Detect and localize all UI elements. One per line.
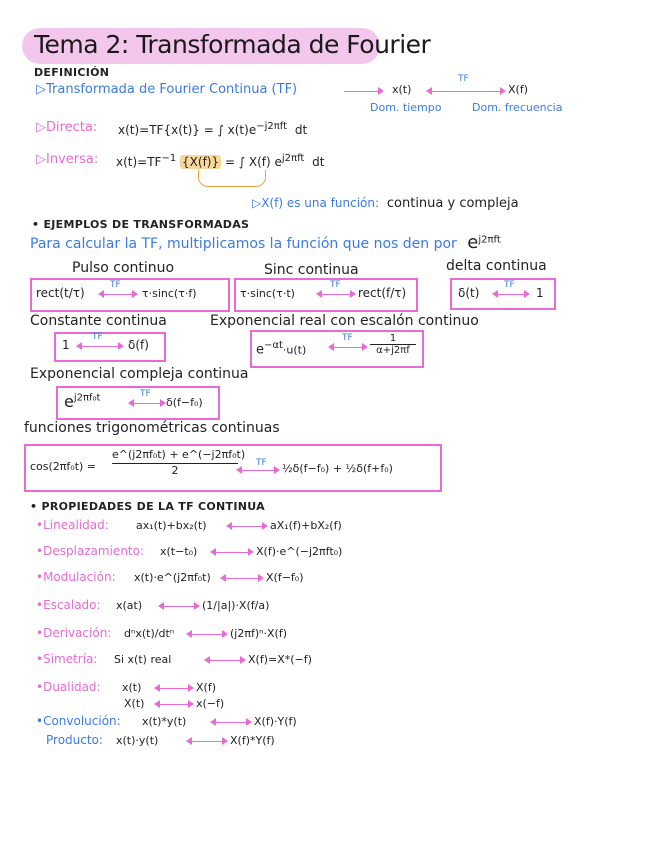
prop-arrow [222, 578, 262, 579]
expreal-right: 1 α+j2πf [370, 333, 416, 356]
tf-arrow [100, 294, 136, 295]
constante-right: δ(f) [128, 338, 149, 352]
inversa-brace [198, 170, 266, 187]
tf-arrow [130, 403, 164, 404]
prop-label: •Modulación: [36, 570, 116, 584]
sinc-title: Sinc continua [264, 262, 359, 278]
prop-left: x(t)*y(t) [142, 715, 187, 728]
expcomp-left: $e^{j2\pi f_0t}$ [64, 392, 101, 411]
tf-arrow [318, 294, 354, 295]
page-title: Tema 2: Transformada de Fourier [34, 30, 431, 59]
pulso-title: Pulso continuo [72, 260, 175, 276]
xf-note: ▷X(f) es una función: continua y compleja [252, 196, 519, 211]
definition-line: ▷Transformada de Fourier Continua (TF) [36, 82, 298, 97]
prop-right: X(f)*Y(f) [230, 734, 275, 747]
trig-title: funciones trigonométricas continuas [24, 420, 280, 436]
prop-label: •Desplazamiento: [36, 544, 145, 558]
prop-arrow [156, 688, 192, 689]
dom-frecuencia: Dom. frecuencia [472, 101, 563, 114]
prop-right: X(f) [196, 681, 216, 694]
pulso-right: τ·sinc(τ·f) [142, 287, 197, 300]
freq-signal: X(f) [508, 83, 528, 96]
expreal-title: Exponencial real con escalón continuo [210, 313, 479, 329]
prop-arrow [188, 634, 226, 635]
tf-label: TF [342, 333, 353, 343]
prop-arrow [188, 741, 226, 742]
ejemplos-intro: Para calcular la TF, multiplicamos la función que nos den por $e^{j2\pi ft}$ [30, 232, 501, 253]
prop-arrow [212, 552, 252, 553]
directa-formula: x(t)=TF{x(t)} = ∫ $x(t)e^{-j2\pi ft}$ dt [118, 121, 308, 137]
prop-label: •Convolución: [36, 714, 121, 728]
tf-label: TF [330, 280, 341, 290]
delta-right: 1 [536, 286, 544, 300]
inversa-formula: $x(t)=TF^{-1}$ {X(f)} = ∫ X(f) $e^{j2\pi ft}$ dt [116, 153, 325, 169]
prop-right: aX₁(f)+bX₂(f) [270, 519, 342, 532]
delta-title: delta continua [446, 258, 547, 274]
tf-label: TF [256, 458, 267, 468]
prop-right: X(f)·Y(f) [254, 715, 297, 728]
expcomp-title: Exponencial compleja continua [30, 366, 249, 382]
pulso-left: rect(t/τ) [36, 286, 85, 300]
prop-label: •Linealidad: [36, 518, 109, 532]
tf-arrow [428, 91, 504, 92]
prop-arrow [206, 660, 244, 661]
constante-box [54, 332, 166, 362]
prop-left: ax₁(t)+bx₂(t) [136, 519, 207, 532]
prop-label: •Derivación: [36, 626, 112, 640]
prop-left: x(at) [116, 599, 143, 612]
prop-right: X(f−f₀) [266, 571, 304, 584]
section-propiedades: • PROPIEDADES DE LA TF CONTINUA [30, 500, 265, 513]
prop-arrow [160, 606, 198, 607]
prop-label: •Escalado: [36, 598, 101, 612]
tf-arrow [238, 470, 278, 471]
prop-label: •Simetría: [36, 652, 98, 666]
prop-arrow [156, 704, 192, 705]
sinc-left: τ·sinc(τ·t) [240, 287, 295, 300]
prop-right: X(f)=X*(−f) [248, 653, 312, 666]
tf-arrow [78, 346, 122, 347]
prop-left: dⁿx(t)/dtⁿ [124, 627, 175, 640]
prop-left: Si x(t) real [114, 653, 172, 666]
prop-right: x(−f) [196, 697, 225, 710]
prop-left: x(t) [122, 681, 142, 694]
tf-label: TF [458, 74, 469, 84]
tf-label: TF [92, 332, 103, 342]
prop-label: Producto: [46, 733, 103, 747]
time-signal: x(t) [392, 83, 412, 96]
prop-arrow [212, 722, 250, 723]
trig-left: cos(2πf₀t) = [30, 460, 97, 473]
section-definicion: DEFINICIÓN [34, 66, 110, 79]
prop-right: X(f)·e^(−j2πft₀) [256, 545, 343, 558]
trig-fraction: e^(j2πf₀t) + e^(−j2πf₀t) 2 [112, 448, 246, 477]
dom-tiempo: Dom. tiempo [370, 101, 442, 114]
definition-arrow [344, 91, 382, 92]
tf-label: TF [140, 389, 151, 399]
prop-right: (j2πf)ⁿ·X(f) [230, 627, 288, 640]
prop-left: x(t)·e^(j2πf₀t) [134, 571, 211, 584]
tf-arrow [494, 294, 528, 295]
directa-label: ▷Directa: [36, 120, 98, 135]
expcomp-right: δ(f−f₀) [166, 396, 203, 409]
tf-label: TF [504, 280, 515, 290]
constante-left: 1 [62, 338, 70, 352]
prop-label: •Dualidad: [36, 680, 101, 694]
expreal-left: $e^{-\alpha t}\cdot u(t)$ [256, 340, 307, 358]
prop-left: x(t)·y(t) [116, 734, 159, 747]
prop-left: x(t−t₀) [160, 545, 198, 558]
constante-title: Constante continua [30, 313, 167, 329]
section-ejemplos: • EJEMPLOS DE TRANSFORMADAS [32, 218, 250, 231]
prop-arrow [228, 526, 266, 527]
trig-right: ½δ(f−f₀) + ½δ(f+f₀) [282, 462, 393, 475]
tf-label: TF [110, 280, 121, 290]
delta-left: δ(t) [458, 286, 480, 300]
prop-right: (1/|a|)·X(f/a) [202, 599, 270, 612]
sinc-right: rect(f/τ) [358, 286, 407, 300]
tf-arrow [330, 347, 366, 348]
inversa-label: ▷Inversa: [36, 152, 99, 167]
prop-left: X(t) [124, 697, 145, 710]
